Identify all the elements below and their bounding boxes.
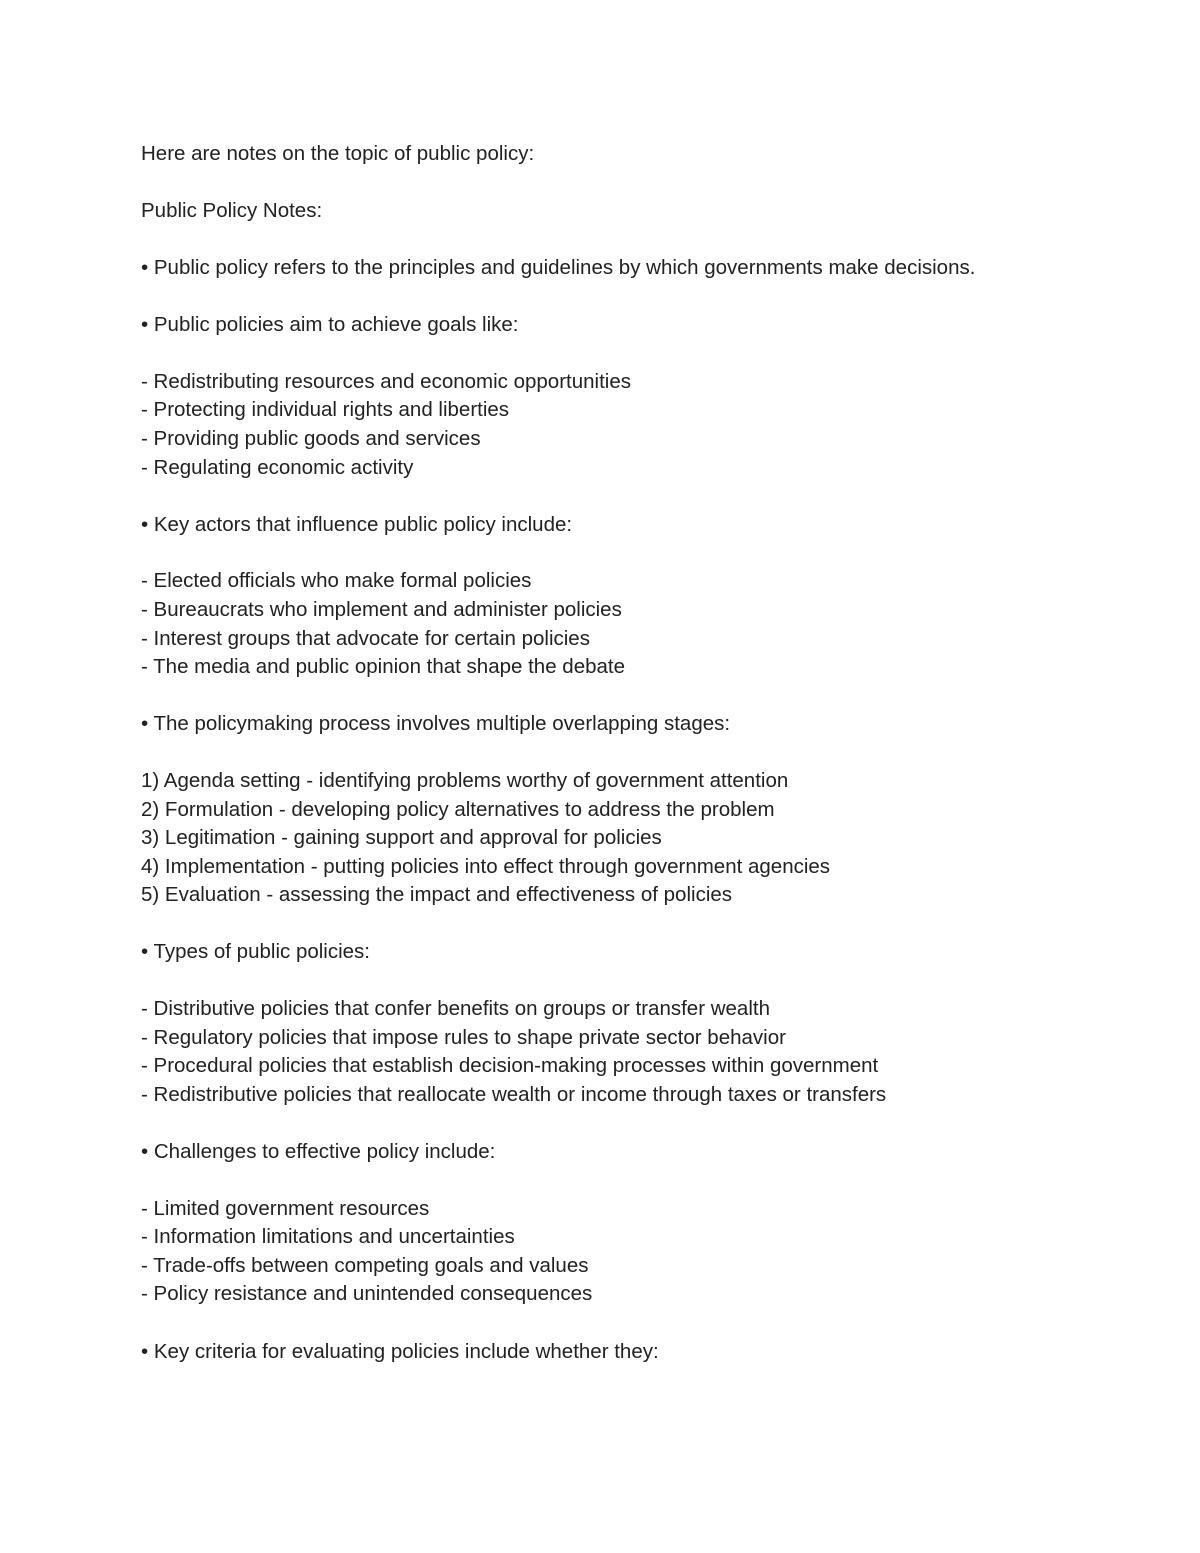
list-item-challenge: - Policy resistance and unintended consequences <box>141 1282 593 1305</box>
bullet-goals: • Public policies aim to achieve goals like: <box>141 313 519 336</box>
list-item-goal: - Redistributing resources and economic opportunities <box>141 370 631 393</box>
list-item-type: - Distributive policies that confer benefits on groups or transfer wealth <box>141 997 770 1020</box>
list-item-stage: 4) Implementation - putting policies into effect through government agencies <box>141 855 831 878</box>
list-item-actor: - The media and public opinion that shape the debate <box>141 655 626 678</box>
bullet-challenges: • Challenges to effective policy include: <box>141 1140 496 1163</box>
list-item-goal: - Protecting individual rights and liberties <box>141 398 510 421</box>
list-item-stage: 1) Agenda setting - identifying problems worthy of government attention <box>141 769 789 792</box>
list-item-goal: - Regulating economic activity <box>141 456 414 479</box>
bullet-types: • Types of public policies: <box>141 940 371 963</box>
list-item-type: - Regulatory policies that impose rules to shape private sector behavior <box>141 1026 786 1049</box>
bullet-criteria: • Key criteria for evaluating policies include whether they: <box>141 1340 659 1363</box>
list-item-stage: 3) Legitimation - gaining support and approval for policies <box>141 826 662 849</box>
list-item-challenge: - Trade-offs between competing goals and values <box>141 1254 589 1277</box>
list-item-actor: - Elected officials who make formal policies <box>141 569 532 592</box>
list-item-stage: 5) Evaluation - assessing the impact and effectiveness of policies <box>141 883 733 906</box>
notes-heading: Public Policy Notes: <box>141 199 323 222</box>
list-item-stage: 2) Formulation - developing policy alternatives to address the problem <box>141 798 775 821</box>
intro-text: Here are notes on the topic of public policy: <box>141 142 535 165</box>
list-item-actor: - Bureaucrats who implement and administer policies <box>141 598 622 621</box>
list-item-challenge: - Limited government resources <box>141 1197 430 1220</box>
list-item-challenge: - Information limitations and uncertainties <box>141 1225 515 1248</box>
list-item-type: - Redistributive policies that reallocate wealth or income through taxes or transfers <box>141 1083 887 1106</box>
bullet-actors: • Key actors that influence public policy include: <box>141 513 573 536</box>
bullet-definition: • Public policy refers to the principles and guidelines by which governments make decisions. <box>141 256 976 279</box>
list-item-goal: - Providing public goods and services <box>141 427 481 450</box>
bullet-process: • The policymaking process involves multiple overlapping stages: <box>141 712 731 735</box>
list-item-actor: - Interest groups that advocate for certain policies <box>141 627 590 650</box>
list-item-type: - Procedural policies that establish decision-making processes within government <box>141 1054 879 1077</box>
